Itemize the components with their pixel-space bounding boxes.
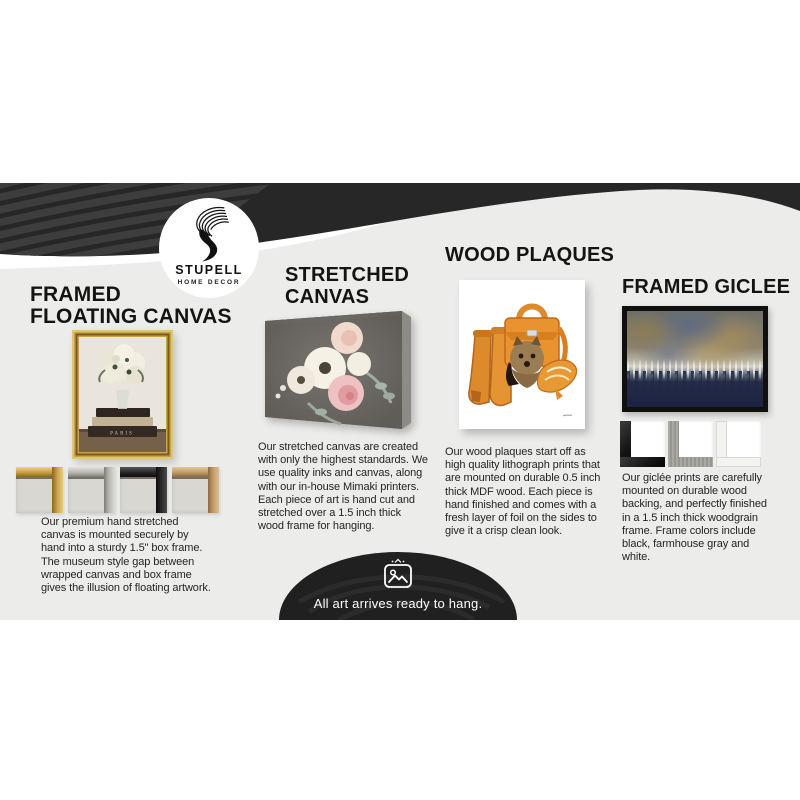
frame-swatch-gold [16, 467, 63, 513]
footer-dome [279, 552, 517, 620]
framed-picture-icon [380, 558, 416, 592]
wood-plaque-product-image [459, 280, 585, 429]
top-wave-banner [0, 0, 800, 300]
framed-giclee-product-image [622, 306, 768, 412]
section-description-framed-giclee: Our giclée prints are carefully mounted on durable wood backing, and perfectly finished in a 1.5 inch thick woodgrain frame. Frame colors include black, farmhouse gray and white. [622, 472, 767, 564]
section-title-stretched-canvas: STRETCHED CANVAS [285, 264, 410, 308]
section-title-framed-giclee: FRAMED GICLEE [622, 276, 791, 298]
frame-swatch-black [620, 421, 665, 467]
section-description-framed-floating-canvas: Our premium hand stretched canvas is mounted securely by hand into a sturdy 1.5" box frame. The museum style gap between wrapped canvas and box frame gives the illusion of floating artwork. [41, 516, 211, 595]
brand-name: STUPELL [175, 263, 243, 277]
brand-tagline: HOME DECOR [177, 279, 241, 286]
stretched-canvas-product-image [263, 308, 413, 435]
section-description-stretched-canvas: Our stretched canvas are created with only the highest standards. We use quality inks and canvas, along with our in-house Mimaki printers. Each piece of art is hand cut and stretched over a 1.5 inch thick wood frame for hanging. [258, 441, 428, 533]
frame-swatch-bronze [172, 467, 219, 513]
book-spine-text: PARIS [110, 431, 134, 437]
frame-swatch-farmhouse-gray [668, 421, 713, 467]
section-title-framed-floating-canvas: FRAMED FLOATING CANVAS [30, 283, 232, 328]
frame-swatch-white [716, 421, 761, 467]
frame-color-swatches-giclee [620, 421, 761, 467]
section-title-wood-plaques: WOOD PLAQUES [445, 244, 615, 266]
frame-color-swatches-floating [16, 467, 219, 513]
footer-message: All art arrives ready to hang. [313, 596, 483, 611]
brand-logo [159, 198, 259, 298]
stupell-s-icon [182, 205, 236, 263]
frame-swatch-silver [68, 467, 115, 513]
floating-canvas-product-image [72, 330, 173, 459]
section-description-wood-plaques: Our wood plaques start off as high quality lithograph prints that are mounted on durable 0.5 inch thick MDF wood. Each piece is hand finished and comes with a fresh layer of foil on the sides to give it a crisp clean look. [445, 446, 601, 538]
frame-swatch-black [120, 467, 167, 513]
